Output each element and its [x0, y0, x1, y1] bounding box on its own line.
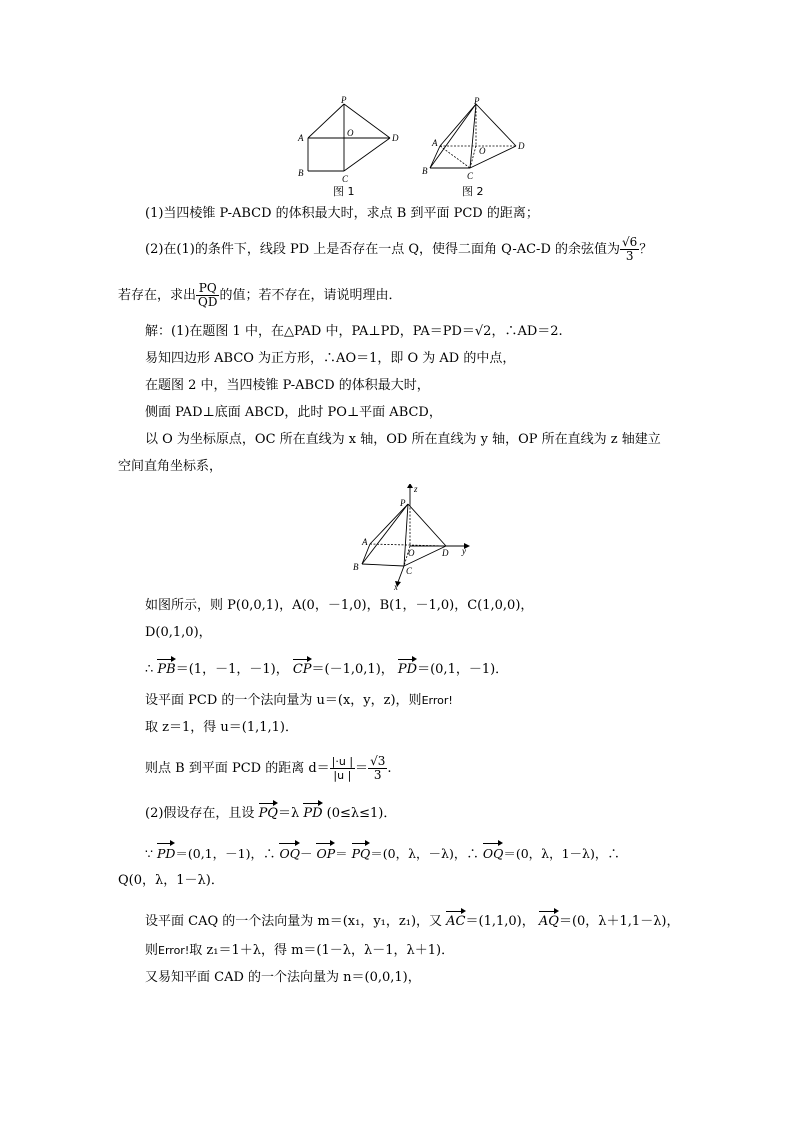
q2-fraction [620, 236, 639, 263]
fig2-label-B: B [422, 166, 428, 176]
distance-frac-num: |·u | [331, 755, 354, 768]
vector-AC: AC [446, 908, 465, 931]
s13-a: (2)假设存在，且设 [145, 806, 255, 821]
s9-a: ＝(1，－1，－1)， [175, 662, 289, 677]
s16-c: ＝(0，λ＋1,1－λ)， [558, 914, 680, 929]
solution-line-2: 易知四边形 ABCO 为正方形，∴AO＝1，即 O 为 AD 的中点， [145, 351, 516, 366]
s12-end: . [387, 761, 392, 776]
solution-line-12 [145, 755, 391, 782]
solution-line-16 [145, 908, 680, 931]
figure-2-diagram [420, 96, 530, 184]
s13-c: (0≤λ≤1)． [326, 806, 397, 821]
solution-line-1: 解：(1)在题图 1 中，在△PAD 中，PA⊥PD，PA＝PD＝√2，∴AD＝2. [145, 324, 563, 339]
vector-PD: PD [398, 656, 417, 679]
fig3-label-O: O [408, 548, 415, 558]
solution-line-13 [145, 800, 396, 823]
fig1-label-P: P [341, 96, 347, 105]
solution-line-3: 在题图 2 中，当四棱锥 P-ABCD 的体积最大时， [145, 378, 430, 393]
s17-error: Error! [158, 944, 190, 957]
solution-line-17 [145, 942, 454, 960]
s17-a: 则 [145, 943, 159, 958]
figure-1-diagram [296, 96, 406, 184]
solution-line-11: 取 z＝1，得 u＝(1,1,1)． [145, 720, 298, 735]
fig2-label-D: D [518, 141, 525, 151]
s12-eq: ＝ [355, 761, 369, 776]
solution-line-4: 侧面 PAD⊥底面 ABCD，此时 PO⊥平面 ABCD， [145, 405, 442, 420]
s14-c: － [299, 846, 313, 861]
figure-2 [420, 96, 530, 184]
fig2-label-P: P [474, 96, 480, 106]
s10-error: Error! [421, 694, 453, 707]
s10-a: 设平面 PCD 的一个法向量为 u＝(x，y，z)，则 [145, 693, 422, 708]
vector-AQ: AQ [539, 908, 559, 931]
fig1-label-B: B [298, 168, 304, 178]
figure-2-caption: 图 2 [462, 185, 484, 198]
solution-line-8: D(0,1,0)， [145, 625, 212, 640]
s13-b: ＝λ [277, 806, 300, 821]
q2-frac-den: 3 [625, 249, 634, 263]
q2-text-a: (2)在(1)的条件下，线段 PD 上是否存在一点 Q，使得二面角 Q-AC-D 的余弦值为 [145, 242, 620, 257]
fig3-label-B: B [353, 562, 359, 572]
s12-a: 则点 B 到平面 PCD 的距离 d＝ [145, 761, 330, 776]
q2-text-b: ？ [639, 242, 653, 257]
fig3-label-x: x [394, 582, 398, 590]
solution-line-5: 以 O 为坐标原点，OC 所在直线为 x 轴，OD 所在直线为 y 轴，OP 所在直线为 z 轴建立 [145, 432, 661, 447]
fig1-label-D: D [392, 133, 399, 143]
q2-fraction-2 [196, 282, 219, 309]
s9-therefore: ∴ [145, 662, 154, 677]
fig2-label-C: C [467, 171, 474, 181]
distance-value-den: 3 [373, 768, 382, 782]
vector-PD-3: PD [157, 840, 175, 863]
solution-line-14 [145, 840, 620, 863]
fig2-label-A: A [432, 138, 438, 148]
s14-e: ＝(0，λ，－λ)，∴ [370, 846, 479, 861]
q2-frac2-num: PQ [196, 282, 219, 296]
fig3-label-C: C [406, 566, 413, 576]
vector-PQ-2: PQ [352, 840, 371, 863]
s16-b: ＝(1,1,0)， [465, 914, 535, 929]
fig1-label-C: C [342, 174, 349, 184]
q2-text-c: 若存在，求出 [118, 288, 197, 303]
distance-fraction [330, 755, 355, 782]
fig1-label-O: O [347, 128, 354, 138]
question-1: (1)当四棱锥 P-ABCD 的体积最大时，求点 B 到平面 PCD 的距离； [145, 206, 539, 221]
solution-line-10 [145, 692, 453, 710]
q2-frac2-den: QD [198, 295, 218, 309]
figure-1-caption: 图 1 [333, 185, 355, 198]
question-2-continued [118, 282, 402, 309]
solution-line-9 [145, 656, 508, 679]
s16-a: 设平面 CAQ 的一个法向量为 m＝(x₁，y₁，z₁)，又 [145, 914, 443, 929]
solution-line-6: 空间直角坐标系， [118, 459, 223, 474]
solution-line-15: Q(0，λ，1－λ)． [118, 873, 224, 888]
vector-CP: CP [293, 656, 312, 679]
s14-f: ＝(0，λ，1－λ)，∴ [503, 846, 620, 861]
vector-OQ: OQ [279, 840, 300, 863]
figure-3 [348, 484, 478, 590]
question-2 [145, 236, 652, 263]
vector-PD-2: PD [303, 800, 322, 823]
solution-line-18: 又易知平面 CAD 的一个法向量为 n＝(0,0,1)， [145, 970, 421, 985]
fig2-label-O: O [479, 146, 486, 156]
q2-frac-num: √6 [622, 235, 638, 249]
solution-line-7: 如图所示，则 P(0,0,1)，A(0，－1,0)，B(1，－1,0)，C(1,0,0)， [145, 598, 534, 613]
fig3-label-z: z [414, 484, 418, 494]
distance-value-num: √3 [370, 754, 386, 768]
s9-c: ＝(0,1，－1)． [417, 662, 509, 677]
vector-PB: PB [157, 656, 175, 679]
figure-1 [296, 96, 406, 184]
s14-a: ∵ [145, 846, 153, 861]
fig3-label-y: y [462, 546, 466, 556]
fig3-label-D: D [442, 548, 449, 558]
vector-OP: OP [316, 840, 335, 863]
s17-b: 取 z₁＝1＋λ，得 m＝(1－λ，λ－1，λ＋1)． [189, 943, 455, 958]
vector-PQ: PQ [259, 800, 278, 823]
vector-OQ-2: OQ [483, 840, 504, 863]
q2-text-d: 的值；若不存在，请说明理由． [219, 288, 402, 303]
s14-d: ＝ [335, 846, 348, 861]
fig3-label-A: A [362, 537, 368, 547]
s9-b: ＝(－1,0,1)， [311, 662, 394, 677]
figure-3-diagram [348, 484, 478, 590]
distance-value-fraction [368, 755, 387, 782]
distance-frac-den: |u | [333, 769, 352, 782]
s14-b: ＝(0,1，－1)，∴ [175, 846, 276, 861]
fig3-label-P: P [400, 498, 406, 508]
fig1-label-A: A [298, 133, 304, 143]
